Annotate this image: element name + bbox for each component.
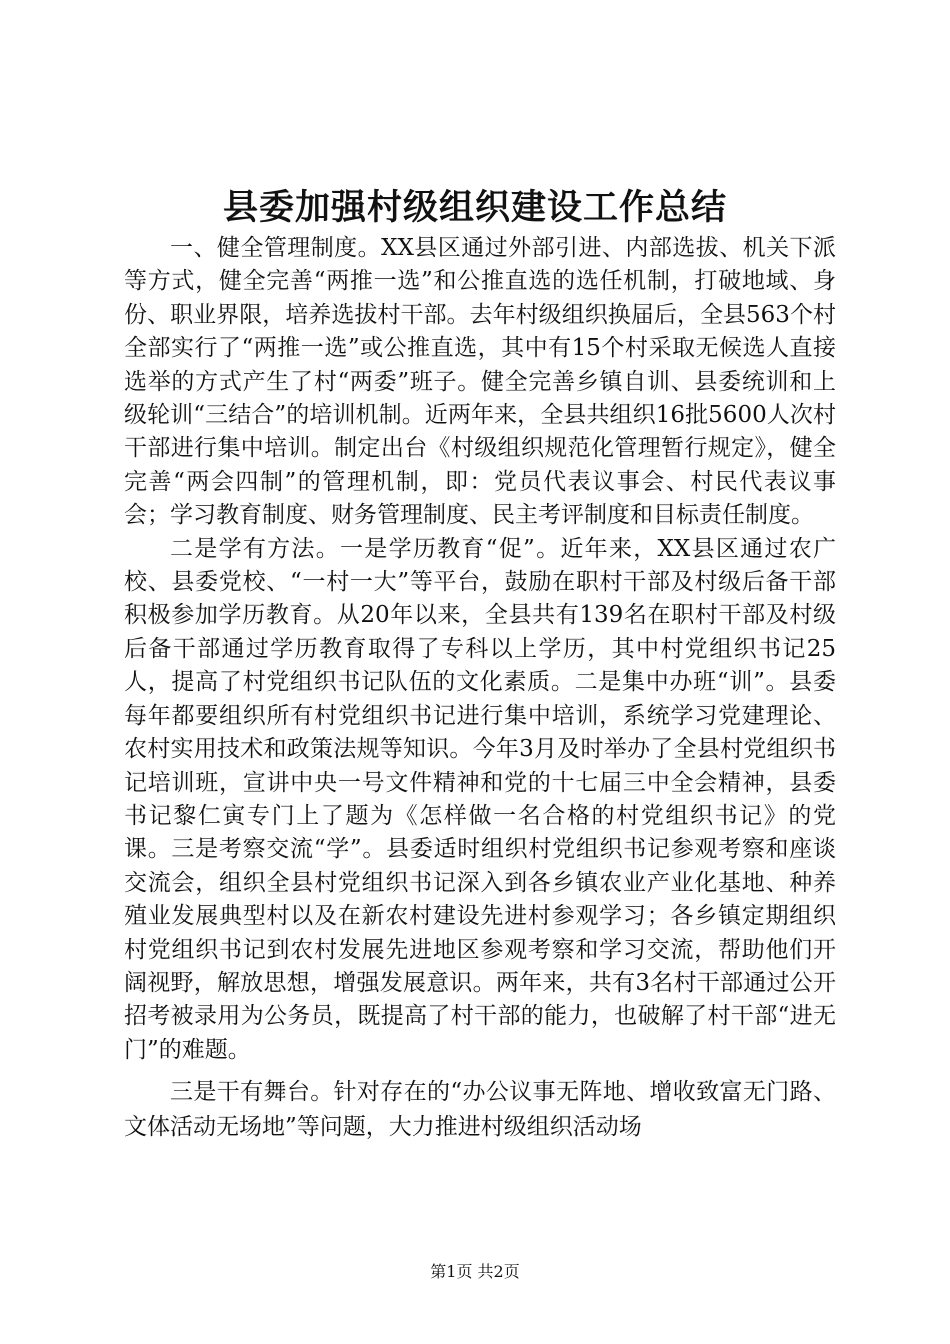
paragraph-learning-methods: 二是学有方法。一是学历教育“促”。近年来，XX县区通过农广校、县委党校、“一村一大”等平台，鼓励在职村干部及村级后备干部积极参加学历教育。从20年以来，全县共有139名在职村干部及村级后备干部通过学历教育取得了专科以上学历，其中村党组织书记25人，提高了村党组织书记队伍的文化素质。二是集中办班“训”。县委每年都要组织所有村党组织书记进行集中培训，系统学习党建理论、农村实用技术和政策法规等知识。今年3月及时举办了全县村党组织书记培训班，宣讲中央一号文件精神和党的十七届三中全会精神，县委书记黎仁寅专门上了题为《怎样做一名合格的村党组织书记》的党课。三是考察交流“学”。县委适时组织村党组织书记参观考察和座谈交流会，组织全县村党组织书记深入到各乡镇农业产业化基地、种养殖业发展典型村以及在新农村建设先进村参观学习；各乡镇定期组织村党组织书记到农村发展先进地区参观考察和学习交流，帮助他们开阔视野，解放思想，增强发展意识。两年来，共有3名村干部通过公开招考被录用为公务员，既提高了村干部的能力，也破解了村干部“进无门”的难题。 <box>124 535 836 1063</box>
page-number-footer: 第1页 共2页 <box>430 1262 520 1281</box>
document-body <box>124 232 836 1144</box>
paragraph-work-stage: 三是干有舞台。针对存在的“办公议事无阵地、增收致富无门路、文体活动无场地”等问题，大力推进村级组织活动场 <box>124 1079 836 1140</box>
document-title: 县委加强村级组织建设工作总结 <box>222 187 727 228</box>
paragraph-management-system: 一、健全管理制度。XX县区通过外部引进、内部选拔、机关下派等方式，健全完善“两推一选”和公推直选的选任机制，打破地域、身份、职业界限，培养选拔村干部。去年村级组织换届后，全县563个村全部实行了“两推一选”或公推直选，其中有15个村采取无候选人直接选举的方式产生了村“两委”班子。健全完善乡镇自训、县委统训和上级轮训“三结合”的培训机制。近两年来，全县共组织16批5600人次村干部进行集中培训。制定出台《村级组织规范化管理暂行规定》，健全完善“两会四制”的管理机制，即：党员代表议事会、村民代表议事会；学习教育制度、财务管理制度、民主考评制度和目标责任制度。 <box>124 235 836 529</box>
